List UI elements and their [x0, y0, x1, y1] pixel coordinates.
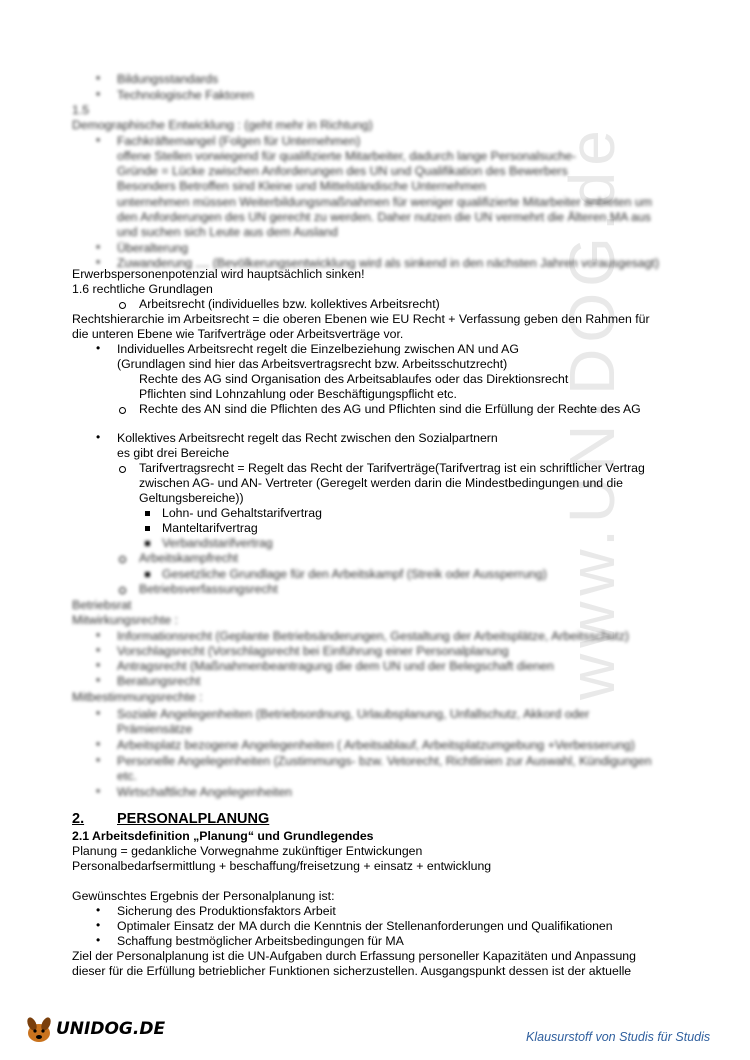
blurred-line: und suchen sich Leute aus dem Ausland [117, 225, 338, 239]
bullet: • [96, 87, 101, 101]
blurred-line: Arbeitskampfrecht [139, 551, 239, 565]
paragraph: Pflichten sind Lohnzahlung oder Beschäftigungspflicht etc. [139, 387, 457, 401]
list-item: Sicherung des Produktionsfaktors Arbeit [117, 904, 336, 918]
circle-bullet [119, 556, 126, 563]
bullet: • [96, 133, 101, 147]
blurred-line: den Anforderungen des UN gerecht zu werden. Daher nutzen die UN vermehrt die Älteren MA aus [117, 210, 651, 224]
blurred-line: Arbeitsplatz bezogene Angelegenheiten ( Arbeitsablauf, Arbeitsplatzumgebung +Verbesserung) [117, 738, 635, 752]
list-item: Kollektives Arbeitsrecht regelt das Recht zwischen den Sozialpartnern [117, 431, 498, 445]
blurred-line: unternehmen müssen Weiterbildungsmaßnahmen für weniger qualifizierte Mitarbeiter anbieten um [117, 195, 652, 209]
bullet: • [96, 643, 101, 657]
square-bullet [145, 526, 150, 531]
paragraph: Erwerbspersonenpotenzial wird hauptsächlich sinken! [72, 267, 365, 281]
subsection-title: 2.1 Arbeitsdefinition „Planung“ und Grundlegendes [72, 829, 374, 843]
circle-bullet [119, 407, 126, 414]
blurred-line: Antragsrecht (Maßnahmenbeantragung die dem UN und der Belegschaft dienen [117, 659, 554, 673]
section-number: 2. [72, 811, 85, 827]
paragraph: Personalbedarfsermittlung + beschaffung/freisetzung + einsatz + entwicklung [72, 859, 492, 873]
blurred-line: Betriebsverfassungsrecht [139, 582, 278, 596]
list-item: Schaffung bestmöglicher Arbeitsbedingungen für MA [117, 934, 404, 948]
paragraph: Rechte des AG sind Organisation des Arbeitsablaufes oder das Direktionsrecht [139, 372, 569, 386]
paragraph: die unteren Ebene wie Tarifverträge oder Arbeitsverträge vor. [72, 327, 404, 341]
bullet: • [96, 341, 101, 355]
square-bullet [145, 572, 150, 577]
bullet: • [96, 903, 101, 917]
blurred-line: Beratungsrecht [117, 674, 201, 688]
bullet: • [96, 784, 101, 798]
blurred-line: Verbandstarifvertrag [162, 536, 273, 550]
paragraph: Geltungsbereiche)) [139, 491, 244, 505]
list-item: Rechte des AN sind die Pflichten des AG und Pflichten sind die Erfüllung der Rechte des AG [139, 402, 641, 416]
blurred-line: Bildungsstandards [117, 72, 219, 86]
blurred-line: Informationsrecht (Geplante Betriebsänderungen, Gestaltung der Arbeitsplätze, Arbeitsschutz) [117, 629, 629, 643]
blurred-line: offene Stellen vorwiegend für qualifizierte Mitarbeiter, dadurch lange Personalsuche- [117, 149, 577, 163]
paragraph: (Grundlagen sind hier das Arbeitsvertragsrecht bzw. Arbeitsschutzrecht) [117, 357, 508, 371]
bullet: • [96, 255, 101, 269]
blurred-line: Prämiensätze [117, 722, 193, 736]
logo-text: UNIDOG.DE [56, 1019, 166, 1039]
blurred-line: Demographische Entwicklung : (geht mehr in Richtung) [72, 118, 373, 132]
bullet: • [96, 658, 101, 672]
blurred-line: Mitwirkungsrechte : [72, 613, 178, 627]
bullet: • [96, 918, 101, 932]
bullet: • [96, 430, 101, 444]
blurred-line: Betriebsrat [72, 598, 132, 612]
paragraph: zwischen AG- und AN- Vertreter (Geregelt werden darin die Mindestbedingungen und die [139, 476, 623, 490]
paragraph: dieser für die Erfüllung betrieblicher Funktionen sicherzustellen. Ausgangspunkt dessen ist der aktuelle [72, 964, 632, 978]
bullet: • [96, 706, 101, 720]
list-item: Lohn- und Gehaltstarifvertrag [162, 506, 322, 520]
bullet: • [96, 753, 101, 767]
list-item: Optimaler Einsatz der MA durch die Kenntnis der Stellenanforderungen und Qualifikationen [117, 919, 613, 933]
bullet: • [96, 673, 101, 687]
blurred-line: 1.5 [72, 103, 90, 117]
dog-icon [22, 1013, 56, 1047]
list-item: Tarifvertragsrecht = Regelt das Recht der Tarifverträge(Tarifvertrag ist ein schriftlicher Vertrag [139, 461, 645, 475]
blurred-line: Vorschlagsrecht (Vorschlagsrecht bei Einführung einer Personalplanung [117, 644, 509, 658]
bullet: • [96, 933, 101, 947]
blurred-line: etc. [117, 769, 137, 783]
section-heading: 1.6 rechtliche Grundlagen [72, 282, 213, 296]
blurred-line: Fachkräftemangel (Folgen für Unternehmen) [117, 134, 361, 148]
paragraph: Planung = gedankliche Vorwegnahme zukünftiger Entwickungen [72, 844, 423, 858]
blurred-line: Soziale Angelegenheiten (Betriebsordnung, Urlaubsplanung, Unfallschutz, Akkord oder [117, 707, 590, 721]
bullet: • [96, 71, 101, 85]
list-item: Manteltarifvertrag [162, 521, 258, 535]
footer-logo[interactable] [22, 1013, 56, 1052]
paragraph: Rechtshierarchie im Arbeitsrecht = die oberen Ebenen wie EU Recht + Verfassung geben den Rahmen für [72, 312, 650, 326]
blurred-line: Technologische Faktoren [117, 88, 254, 102]
footer-tagline: Klausurstoff von Studis für Studis [526, 1030, 711, 1044]
square-bullet [145, 511, 150, 516]
blurred-line: Gesetzliche Grundlage für den Arbeitskampf (Streik oder Aussperrung) [162, 567, 547, 581]
blurred-line: Besonders Betroffen sind Kleine und Mittelständische Unternehmen [117, 179, 486, 193]
blurred-line: Personelle Angelegenheiten (Zustimmungs- bzw. Vetorecht, Richtlinien zur Auswahl, Kündigungen [117, 754, 652, 768]
bullet: • [96, 240, 101, 254]
paragraph: Gewünschtes Ergebnis der Personalplanung ist: [72, 889, 335, 903]
circle-bullet [119, 302, 126, 309]
paragraph: Ziel der Personalplanung ist die UN-Aufgaben durch Erfassung personeller Kapazitäten und Anpassung [72, 949, 636, 963]
blurred-line: Überalterung [117, 241, 189, 255]
circle-bullet [119, 466, 126, 473]
blurred-line: Zuwanderung .... (Bevölkerungsentwicklung wird als sinkend in den nächsten Jahren vorausgesagt) [117, 256, 660, 270]
square-bullet [145, 541, 150, 546]
blurred-line: Mitbestimmungsrechte : [72, 690, 203, 704]
list-item: Individuelles Arbeitsrecht regelt die Einzelbeziehung zwischen AN und AG [117, 342, 519, 356]
list-item: Arbeitsrecht (individuelles bzw. kollektives Arbeitsrecht) [139, 297, 440, 311]
blurred-line: Wirtschaftliche Angelegenheiten [117, 785, 292, 799]
circle-bullet [119, 587, 126, 594]
watermark-text: www.UNIDOG.de [556, 124, 628, 700]
section-title: PERSONALPLANUNG [117, 811, 270, 827]
blurred-line: Gründe = Lücke zwischen Anforderungen des UN und Qualifikation des Bewerbers [117, 164, 568, 178]
paragraph: es gibt drei Bereiche [117, 446, 230, 460]
bullet: • [96, 737, 101, 751]
bullet: • [96, 628, 101, 642]
